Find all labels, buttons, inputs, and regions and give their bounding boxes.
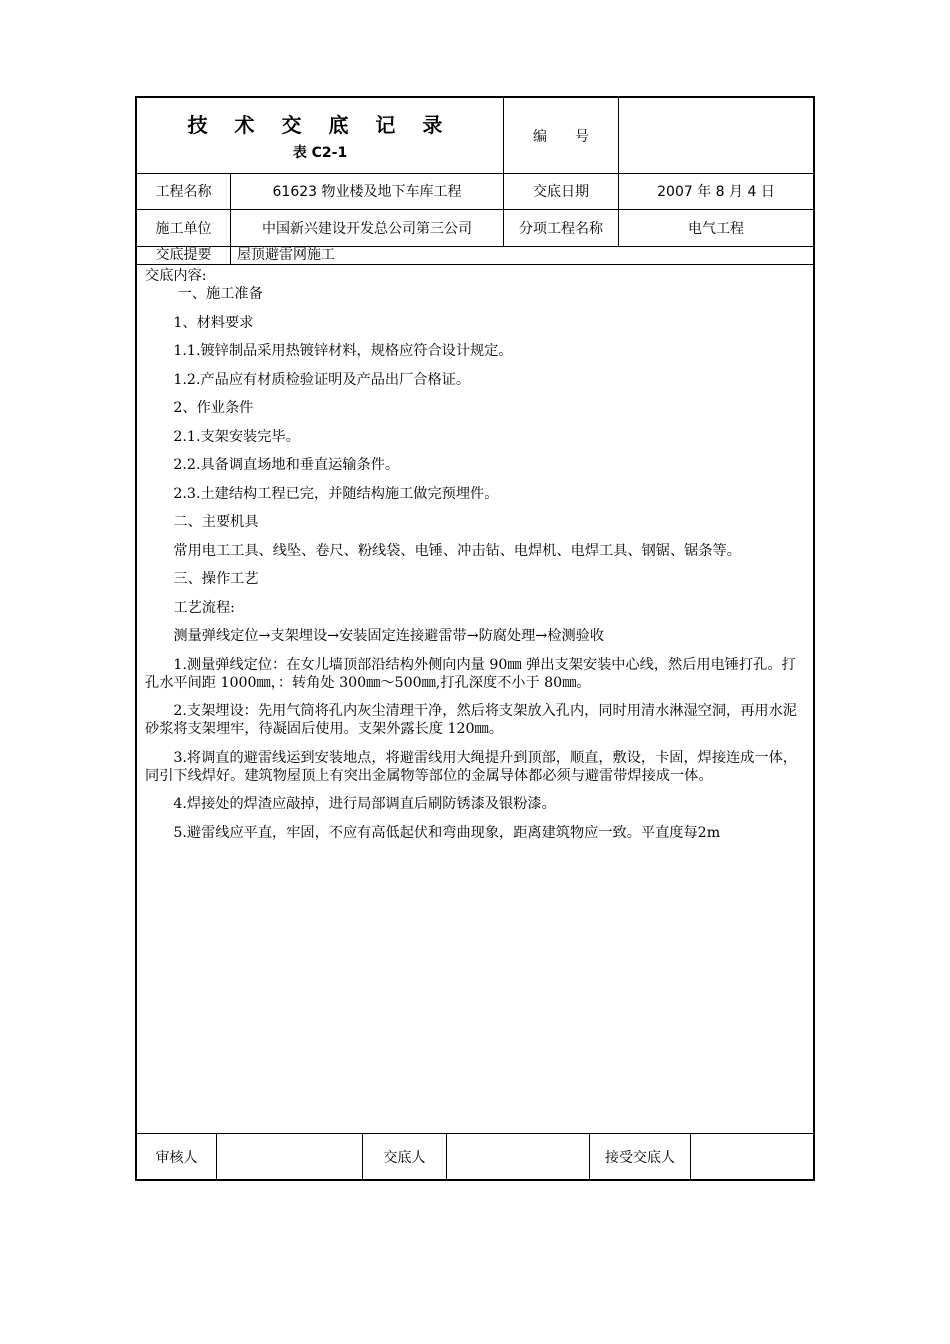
form-subtitle: 表 C2-1 <box>292 145 348 161</box>
date-label: 交底日期 <box>504 173 619 209</box>
form-title: 技 术 交 底 记 录 <box>187 113 453 137</box>
unit-label: 施工单位 <box>137 209 231 246</box>
content-paragraph: 2.3.土建结构工程已完，并随结构施工做完预埋件。 <box>173 485 499 502</box>
content-paragraph: 二、主要机具 <box>173 514 259 530</box>
title-cell <box>137 98 504 173</box>
content-paragraph: 工艺流程: <box>173 599 235 616</box>
disclosure-content <box>137 264 813 1133</box>
project-name-value: 61623 物业楼及地下车库工程 <box>231 173 504 209</box>
date-value: 2007 年 8 月 4 日 <box>657 184 775 200</box>
signature-row <box>137 1133 813 1179</box>
content-paragraph: 4.焊接处的焊渣应敲掉，进行局部调直后刷防锈漆及银粉漆。 <box>173 796 556 812</box>
number-value[interactable] <box>619 98 813 173</box>
summary-label: 交底提要 <box>137 246 231 264</box>
content-heading: 交底内容: <box>145 268 207 284</box>
reviewer-label: 审核人 <box>137 1134 217 1179</box>
content-paragraph: 3.将调直的避雷线运到安装地点，将避雷线用大绳提升到顶部，顺直，敷设，卡固，焊接连成一体，同引下线焊好。建筑物屋顶上有突出金属物等部位的金属导体都必须与避雷带焊接成一体。 <box>145 749 797 784</box>
content-paragraph: 一、施工准备 <box>177 286 263 302</box>
project-name-label: 工程名称 <box>137 173 231 209</box>
number-label: 编 号 <box>504 98 619 173</box>
disclosure-form <box>135 96 815 1181</box>
content-paragraph: 2、作业条件 <box>173 400 254 416</box>
title-row <box>137 98 813 174</box>
receiver-value[interactable] <box>691 1134 813 1179</box>
reviewer-value[interactable] <box>217 1134 363 1179</box>
content-paragraph: 1.测量弹线定位：在女儿墙顶部沿结构外侧向内量 90㎜ 弹出支架安装中心线，然后用电锤打孔。打孔水平间距 1000㎜，：转角处 300㎜～500㎜,打孔深度不小于 80㎜。 <box>145 656 796 691</box>
content-paragraph: 三、操作工艺 <box>173 571 259 587</box>
content-paragraph: 5.避雷线应平直，牢固，不应有高低起伏和弯曲现象，距离建筑物应一致。平直度每2m <box>173 824 721 841</box>
unit-value: 中国新兴建设开发总公司第三公司 <box>231 209 504 246</box>
content-paragraph: 2.1.支架安装完毕。 <box>173 428 300 445</box>
content-paragraph: 1、材料要求 <box>173 314 254 331</box>
receiver-label: 接受交底人 <box>590 1134 691 1179</box>
subitem-label: 分项工程名称 <box>504 209 619 246</box>
discloser-value[interactable] <box>447 1134 590 1179</box>
content-paragraph: 2.2.具备调直场地和垂直运输条件。 <box>173 457 400 473</box>
summary-row <box>137 246 813 265</box>
discloser-label: 交底人 <box>363 1134 447 1179</box>
content-paragraph: 常用电工工具、线坠、卷尺、粉线袋、电锤、冲击钻、电焊机、电焊工具、钢锯、锯条等。 <box>173 542 741 559</box>
project-row <box>137 173 813 210</box>
subitem-value: 电气工程 <box>688 220 744 237</box>
content-paragraph: 2.支架埋设：先用气筒将孔内灰尘清理干净，然后将支架放入孔内，同时用清水淋湿空洞，再用水泥砂浆将支架埋牢，待凝固后使用。支架外露长度 120㎜。 <box>145 703 797 737</box>
content-paragraph: 测量弹线定位→支架埋设→安装固定连接避雷带→防腐处理→检测验收 <box>173 628 605 644</box>
unit-row <box>137 209 813 247</box>
content-paragraph: 1.2.产品应有材质检验证明及产品出厂合格证。 <box>173 371 471 388</box>
content-paragraph: 1.1.镀锌制品采用热镀锌材料，规格应符合设计规定。 <box>173 343 513 359</box>
summary-value: 屋顶避雷网施工 <box>237 247 335 263</box>
